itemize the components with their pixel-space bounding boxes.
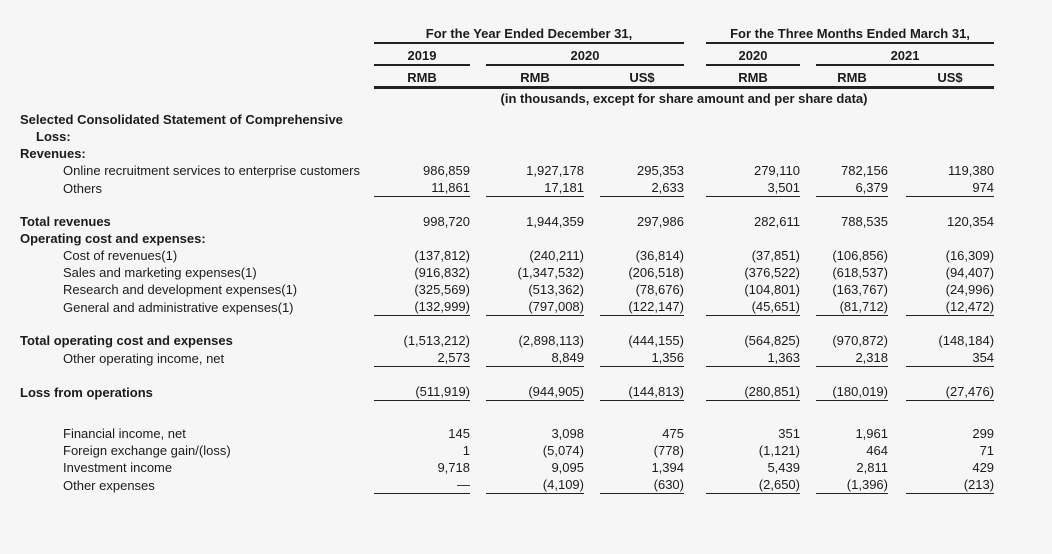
column-gap [684,179,706,197]
value-cell: 1,356 [600,349,684,367]
column-gap [800,197,816,231]
table-row [8,145,994,162]
column-gap [800,145,816,162]
value-cell: 11,861 [374,179,470,197]
value-cell: 974 [906,179,994,197]
value-cell: (24,996) [945,282,995,297]
value-cell: 71 [979,443,995,458]
value-cell: 5,439 [767,460,800,475]
table-row [8,442,994,459]
header-spacer [8,65,374,88]
value-cell: (78,676) [635,282,684,297]
table-row [8,459,994,476]
column-gap [888,197,906,231]
column-gap [584,401,600,443]
row-label: Investment income [63,460,173,475]
value-cell [706,107,800,145]
value-cell: (376,522) [744,265,800,280]
value-cell: 354 [906,349,994,367]
value-cell: (1,121) [758,443,800,458]
table-row [8,367,994,401]
column-gap [800,442,816,459]
value-cell: (564,825) [744,333,800,348]
value-cell [906,145,994,162]
column-gap [888,162,906,179]
column-gap [584,367,600,401]
value-cell: (944,905) [486,367,584,401]
year-header-2019: 2019 [374,43,470,65]
column-gap [888,264,906,281]
column-gap [800,281,816,298]
column-gap [888,401,906,443]
value-cell: 2,633 [600,179,684,197]
value-cell: 2,318 [816,349,888,367]
value-cell: (213) [906,476,994,494]
column-gap [684,281,706,298]
column-gap [800,401,816,443]
column-gap [470,247,486,264]
column-gap [684,197,706,231]
row-label: Total revenues [20,214,111,229]
column-gap [470,298,486,316]
value-cell [706,145,800,162]
value-cell: (81,712) [816,298,888,316]
column-gap [584,247,600,264]
value-cell [600,107,684,145]
column-gap [684,401,706,443]
year-header-2020-q1: 2020 [706,43,800,65]
value-cell [600,145,684,162]
currency-header-rmb-2: RMB [486,65,584,88]
table-header [8,6,994,107]
column-gap [800,230,816,247]
header-spacer [8,88,374,108]
value-cell: 782,156 [841,163,888,178]
currency-header-rmb-4: RMB [816,65,888,88]
group-header-three-months: For the Three Months Ended March 31, [706,6,994,43]
value-cell: 1 [462,443,470,458]
row-label: Operating cost and expenses: [20,231,206,246]
column-gap [584,459,600,476]
value-cell: 282,611 [753,214,800,229]
value-cell [486,145,584,162]
value-cell [374,230,470,247]
column-gap [888,65,906,88]
row-label: Selected Consolidated Statement of Comprehensive Loss: [20,112,343,144]
column-gap [684,264,706,281]
row-label: Other expenses [63,477,155,493]
table-row [8,179,994,197]
value-cell: (206,518) [628,265,684,280]
column-gap [470,230,486,247]
value-cell: (180,019) [816,367,888,401]
value-cell: 1,394 [651,460,684,475]
financial-table [8,6,994,494]
value-cell: 3,501 [706,179,800,197]
row-label: Cost of revenues(1) [63,248,178,263]
value-cell: (778) [653,443,684,458]
column-gap [800,349,816,367]
value-cell: (36,814) [635,248,684,263]
value-cell: (513,362) [528,282,584,297]
group-gap [684,65,706,88]
table-row [8,247,994,264]
column-gap [888,281,906,298]
row-label: Loss from operations [20,384,153,400]
column-gap [888,179,906,197]
value-cell: (132,999) [374,298,470,316]
value-cell: (325,569) [414,282,470,297]
row-label: General and administrative expenses(1) [63,299,294,315]
table-row [8,349,994,367]
column-gap [470,401,486,443]
column-gap [684,247,706,264]
row-label: Online recruitment services to enterprise customers [63,163,360,178]
column-gap [684,367,706,401]
column-gap [470,43,486,65]
value-cell: 297,986 [637,214,684,229]
units-note-row [8,88,994,108]
value-cell: (2,650) [706,476,800,494]
value-cell: 2,573 [374,349,470,367]
column-gap [584,65,600,88]
units-note: (in thousands, except for share amount and per share data) [500,91,868,106]
value-cell [906,230,994,247]
column-gap [888,145,906,162]
column-gap [888,230,906,247]
row-label: Financial income, net [63,426,186,441]
column-gap [584,107,600,145]
group-header-year-ended: For the Year Ended December 31, [374,6,684,43]
row-label: Total operating cost and expenses [20,333,233,348]
column-gap [584,264,600,281]
column-gap [800,298,816,316]
column-gap [470,442,486,459]
column-gap [888,476,906,494]
table-row [8,230,994,247]
column-gap [470,264,486,281]
row-label: Sales and marketing expenses(1) [63,265,257,280]
value-cell: (104,801) [744,282,800,297]
currency-header-row [8,65,994,88]
value-cell: (37,851) [751,248,800,263]
value-cell: 788,535 [841,214,888,229]
currency-header-usd-2: US$ [906,65,994,88]
value-cell: 8,849 [486,349,584,367]
column-gap [800,162,816,179]
column-gap [800,476,816,494]
column-gap [584,179,600,197]
column-gap [684,316,706,350]
column-gap [584,230,600,247]
value-cell: (280,851) [706,367,800,401]
table-row [8,298,994,316]
column-gap [684,442,706,459]
value-cell [600,230,684,247]
column-gap [584,316,600,350]
column-gap [684,162,706,179]
column-gap [800,65,816,88]
table-row [8,281,994,298]
value-cell [374,107,470,145]
table-row [8,264,994,281]
column-gap [584,281,600,298]
value-cell: 464 [866,443,888,458]
value-cell: 279,110 [753,163,800,178]
value-cell: (5,074) [542,443,584,458]
column-gap [800,367,816,401]
year-header-2021: 2021 [816,43,994,65]
column-gap [470,179,486,197]
column-gap [584,298,600,316]
group-gap [684,43,706,65]
value-cell: (797,008) [486,298,584,316]
value-cell: (137,812) [414,248,470,263]
column-gap [584,476,600,494]
column-gap [888,367,906,401]
column-gap [888,349,906,367]
value-cell: 475 [662,426,684,441]
column-gap [584,162,600,179]
column-gap [470,459,486,476]
value-cell: (1,396) [816,476,888,494]
value-cell: (916,832) [414,265,470,280]
value-cell: 9,718 [437,460,470,475]
value-cell: 1,961 [855,426,888,441]
column-gap [800,459,816,476]
column-gap [800,316,816,350]
value-cell: (106,856) [832,248,888,263]
value-cell: (630) [600,476,684,494]
column-gap [470,476,486,494]
value-cell: (4,109) [486,476,584,494]
value-cell: 119,380 [948,163,995,178]
column-gap [800,247,816,264]
value-cell [816,145,888,162]
column-gap [470,145,486,162]
column-gap [584,197,600,231]
column-gap [684,298,706,316]
value-cell [374,145,470,162]
value-cell: (444,155) [628,333,684,348]
value-cell: (12,472) [906,298,994,316]
column-gap [684,349,706,367]
value-cell: 6,379 [816,179,888,197]
value-cell: (148,184) [938,333,995,348]
value-cell: (511,919) [374,367,470,401]
value-cell: (94,407) [945,265,995,280]
value-cell: 429 [972,460,995,475]
value-cell: 295,353 [637,163,684,178]
row-label: Foreign exchange gain/(loss) [63,443,231,458]
column-gap [888,316,906,350]
value-cell: (1,513,212) [403,333,470,348]
column-gap [684,476,706,494]
value-cell: — [374,476,470,494]
table-row [8,476,994,494]
table-body [8,107,994,494]
value-cell: 145 [448,426,470,441]
currency-header-usd-1: US$ [600,65,684,88]
value-cell [906,107,994,145]
table-row [8,107,994,145]
column-gap [470,281,486,298]
column-gap [684,145,706,162]
year-header-row [8,43,994,65]
column-gap [470,349,486,367]
row-label: Research and development expenses(1) [63,282,298,297]
row-label: Other operating income, net [63,350,225,366]
value-cell [486,230,584,247]
column-gap [470,107,486,145]
value-cell: 1,944,359 [526,214,584,229]
value-cell: 986,859 [423,163,470,178]
value-cell [816,230,888,247]
value-cell: 299 [972,426,995,441]
column-gap [584,442,600,459]
column-gap [888,247,906,264]
column-gap [800,264,816,281]
value-cell: (144,813) [600,367,684,401]
value-cell: 3,098 [551,426,584,441]
year-header-2020: 2020 [486,43,684,65]
value-cell: (45,651) [706,298,800,316]
value-cell: 120,354 [947,214,995,229]
column-gap [888,298,906,316]
column-gap [470,316,486,350]
column-gap [470,367,486,401]
value-cell: 1,363 [706,349,800,367]
value-cell: 1,927,178 [526,163,584,178]
column-gap [584,145,600,162]
column-gap [470,65,486,88]
value-cell: 9,095 [551,460,584,475]
value-cell: 2,811 [856,460,888,475]
value-cell: (16,309) [945,248,995,263]
value-cell [816,107,888,145]
value-cell: 998,720 [423,214,470,229]
value-cell [706,230,800,247]
value-cell: 17,181 [486,179,584,197]
column-gap [684,107,706,145]
column-gap [470,162,486,179]
column-gap [584,349,600,367]
column-gap [800,179,816,197]
column-gap [800,43,816,65]
value-cell: (240,211) [529,248,584,263]
currency-header-rmb-3: RMB [706,65,800,88]
header-spacer [8,43,374,65]
column-gap [888,459,906,476]
group-header-row [8,6,994,43]
row-label: Revenues: [20,146,86,161]
table-row [8,197,994,231]
column-gap [470,197,486,231]
value-cell: (163,767) [832,282,888,297]
table-row [8,316,994,350]
table-row [8,162,994,179]
column-gap [684,230,706,247]
value-cell: (970,872) [832,333,888,348]
value-cell: (1,347,532) [517,265,584,280]
currency-header-rmb-1: RMB [374,65,470,88]
value-cell: (618,537) [832,265,888,280]
group-gap [684,6,706,43]
value-cell: (2,898,113) [518,333,584,348]
table-row [8,401,994,443]
header-spacer [8,6,374,43]
value-cell: (27,476) [906,367,994,401]
column-gap [888,442,906,459]
row-label: Others [63,180,103,196]
column-gap [684,459,706,476]
column-gap [888,107,906,145]
value-cell: 351 [778,426,800,441]
value-cell: (122,147) [600,298,684,316]
value-cell [486,107,584,145]
column-gap [800,107,816,145]
